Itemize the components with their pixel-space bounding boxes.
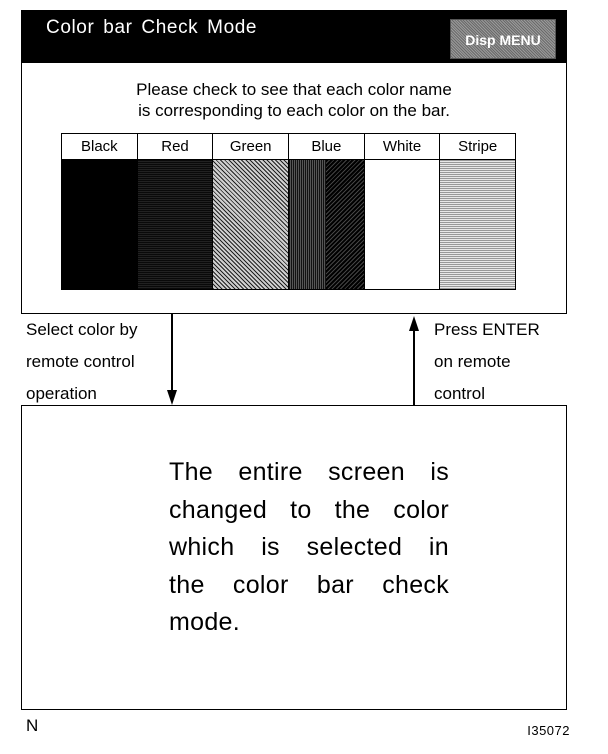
down-arrow-icon <box>167 314 177 405</box>
message-line: which is selected in <box>169 533 449 561</box>
label-line: remote control <box>26 352 135 371</box>
color-bar-label: Black <box>62 134 137 160</box>
message-line: mode. <box>169 608 240 636</box>
label-line: Select color by <box>26 320 138 339</box>
up-arrow-icon <box>409 316 419 405</box>
label-line: Press ENTER <box>434 320 540 339</box>
color-bar-label: White <box>365 134 440 160</box>
screen-title: Color bar Check Mode <box>46 17 258 38</box>
message-line: changed to the color <box>169 495 449 524</box>
color-bar-label: Red <box>138 134 213 160</box>
color-bar-label: Stripe <box>440 134 515 160</box>
result-message <box>169 454 449 642</box>
label-line: control <box>434 384 486 403</box>
label-line: on remote <box>434 352 511 371</box>
corner-letter: N <box>26 716 39 735</box>
instruction-line: Please check to see that each color name <box>136 80 452 99</box>
full-color-screen <box>21 405 567 710</box>
message-line: The entire screen is <box>169 458 449 486</box>
color-bar-label: Blue <box>289 134 364 160</box>
label-line: operation <box>26 384 97 403</box>
disp-menu-button[interactable]: Disp MENU <box>450 19 556 59</box>
instruction-line: is corresponding to each color on the bar. <box>138 101 450 120</box>
message-line: the color bar check <box>169 570 449 599</box>
color-bar-label: Green <box>213 134 288 160</box>
figure-id: I35072 <box>527 723 570 738</box>
